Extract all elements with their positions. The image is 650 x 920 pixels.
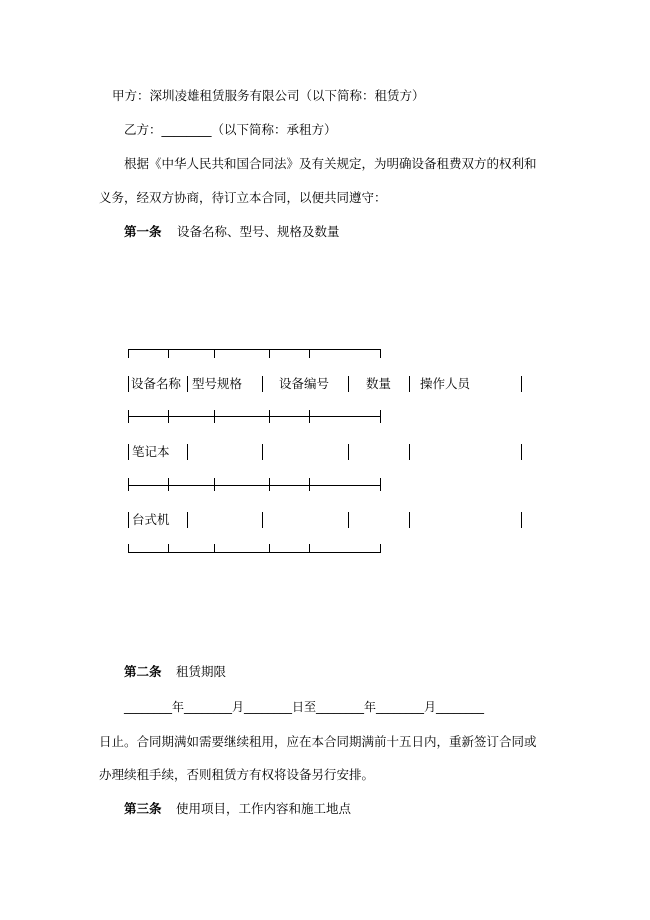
table-header-quantity: 数量 — [366, 376, 392, 391]
table-rule-bottom — [128, 552, 380, 553]
table-header-model: 型号规格 — [192, 376, 243, 391]
article-1-label: 第一条 — [124, 224, 162, 239]
article-3-title: 使用项目，工作内容和施工地点 — [176, 801, 352, 816]
table-row-1-name: 笔记本 — [132, 444, 170, 459]
article-3-label: 第三条 — [124, 801, 162, 816]
party-b-line: 乙方：________（以下简称：承租方） — [124, 122, 337, 137]
lease-period-line: ________年________月________日至________年________月________ — [124, 700, 485, 714]
table-header-name: 设备名称 — [131, 376, 182, 391]
article-2-line-3: 办理续租手续，否则租赁方有权将设备另行安排。 — [99, 767, 375, 782]
article-1-title: 设备名称、型号、规格及数量 — [177, 224, 340, 239]
table-rule-mid-1 — [128, 416, 380, 417]
article-2-line-2: 日止。合同期满如需要继续租用，应在本合同期满前十五日内，重新签订合同或 — [99, 734, 537, 749]
table-header-operator: 操作人员 — [420, 376, 471, 391]
intro-line-2: 义务，经双方协商，待订立本合同，以便共同遵守： — [99, 190, 387, 205]
article-2-label: 第二条 — [124, 664, 162, 679]
table-row-2-name: 台式机 — [132, 512, 170, 527]
intro-line-1: 根据《中华人民共和国合同法》及有关规定，为明确设备租费双方的权利和 — [124, 156, 537, 171]
party-a-line: 甲方：深圳凌雄租赁服务有限公司（以下简称：租赁方） — [112, 88, 425, 103]
table-header-serial: 设备编号 — [279, 376, 330, 391]
table-rule-mid-2 — [128, 485, 380, 486]
article-2-title: 租赁期限 — [176, 664, 227, 679]
table-rule-top — [128, 349, 380, 350]
